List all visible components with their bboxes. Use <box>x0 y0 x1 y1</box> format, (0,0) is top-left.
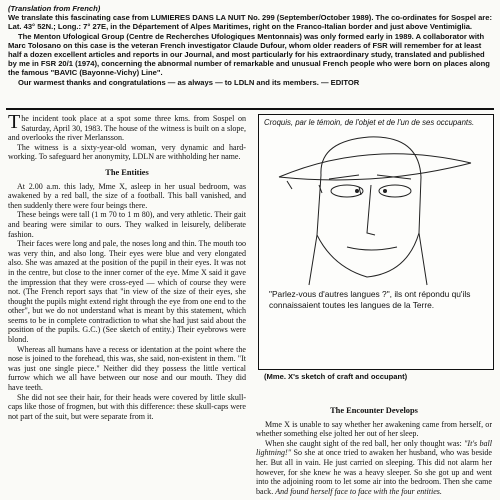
body-text: So she at once tried to awaken her husband, who was beside her. But all in vain. He just carried on sleeping. This did not alarm her however, for she knew he was a heavy sleeper. So she got up and went into the adjoining room to let some air into the bedroom. Then she came back. <box>256 448 492 496</box>
drop-cap: T <box>8 114 21 133</box>
occupant-head <box>321 137 421 177</box>
body-paragraph <box>256 439 492 497</box>
quoted-thought: "It's ball lightning!" <box>256 438 492 458</box>
mouth <box>347 247 397 250</box>
figure-quote: "Parlez-vous d'autres langues ?", ils ont répondu qu'ils connaissaient toutes les langues de la Terre. <box>269 289 471 310</box>
craft-and-occupant-sketch <box>259 115 493 369</box>
intro-paragraph-1: We translate this fascinating case from LUMIERES DANS LA NUIT No. 299 (September/October 1989). The co-ordinates for Sospel are: Lat. 43° 52N.; Long.: 7° 27E, in the Département of Alpes Maritimes, right on the Franco-Italian border and just above Ventimiglia. <box>8 13 493 32</box>
intro-paragraph-2: The Menton Ufological Group (Centre de Recherches Ufologiques Mentonnais) was only formed early in 1989. A collaborator with Marc Tolosano on this case is the veteran French investigator Claude Dufour, whom older readers of FSR will remember for at least half a dozen excellent articles and reports in our Journal, and most particularly for his extraordinary study, translated and published by me in FSR 20/1 (1974), concerning the abnormal number of remarkable and unusual French people who were born on places along the famous "BAVIC (Bayonne-Vichy) Line". <box>8 31 490 78</box>
section-divider <box>6 108 494 110</box>
body-paragraph: The witness is a sixty-year-old woman, very dynamic and hard-working. To safeguard her anonymity, LDLN are withholding her name. <box>8 142 246 162</box>
body-paragraph <box>8 114 246 143</box>
body-text: When she caught sight of the red ball, her only thought was: <box>265 438 465 448</box>
right-column <box>256 400 492 500</box>
body-paragraph: Whereas all humans have a recess or identation at the point where the nose is joined to the forehead, this was, she said, non-existent in them. "It was just one single piece." Neither did they possess the little vertical furrow which we all have between our nose and our mouth. They did have teeth. <box>8 344 246 393</box>
body-paragraph: At 2.00 a.m. this lady, Mme X, asleep in her usual bedroom, was awakened by a red ball, the size of a football. This ball vanished, and then suddenly there were four beings there. <box>8 181 246 210</box>
body-paragraph: She did not see their hair, for their heads were covered by little skull-caps like those of frogmen, but with this difference: these skull-caps were not part of the suit, but were separate from it. <box>8 392 246 421</box>
translation-label: (Translation from French) <box>8 4 101 13</box>
body-paragraph: Mme X is unable to say whether her awakening came from herself, or whether something else jolted her out of her sleep. <box>256 419 492 439</box>
body-paragraph: These beings were tall (1 m 70 to 1 m 80), and very athletic. Their gait and bearing were similar to ours. They walked in leisurely, deliberate fashion. <box>8 210 246 239</box>
intro-paragraph-3: Our warmest thanks and congratulations — as always — to LDLN and its members. — EDITOR <box>18 77 360 87</box>
section-heading: The Entities <box>105 167 149 177</box>
craft-outline <box>279 154 471 177</box>
editor-intro <box>8 4 494 87</box>
witness-sketch-figure <box>258 114 494 370</box>
section-heading: The Encounter Develops <box>330 406 418 415</box>
emphasis-text: And found herself face to face with the four entities. <box>275 486 442 496</box>
body-paragraph: Their faces were long and pale, the noses long and thin. The mouth too was very thin, and also long. Their eyes were blue and very elongated also. She was amazed at the position of the pupil in their eyes. It was not in the centre, but close to the inner corner of the eye. Mme X said it gave the impression that they were cross-eyed — which of course they were not. (The French report says that "in view of the size of their eyes, she thought the pupils might extend right through the eye from one end to the other", but we do not understand what is meant by this statement, which seems to be in complete contradiction to what she had just said about the position of the pupils. G.C.) (See sketch of entity.) Their eyebrows were blond. <box>8 239 246 345</box>
body-text: he incident took place at a spot some three kms. from Sospel on Saturday, April 30, 1983. The house of the witness is built on a slope, and overlooks the river Merlansson. <box>8 114 246 143</box>
figure-under-caption: (Mme. X's sketch of craft and occupant) <box>264 372 408 381</box>
left-column <box>8 114 246 500</box>
nose <box>367 185 375 235</box>
figure-caption: Croquis, par le témoin, de l'objet et de l'un de ses occupants. <box>264 118 475 127</box>
